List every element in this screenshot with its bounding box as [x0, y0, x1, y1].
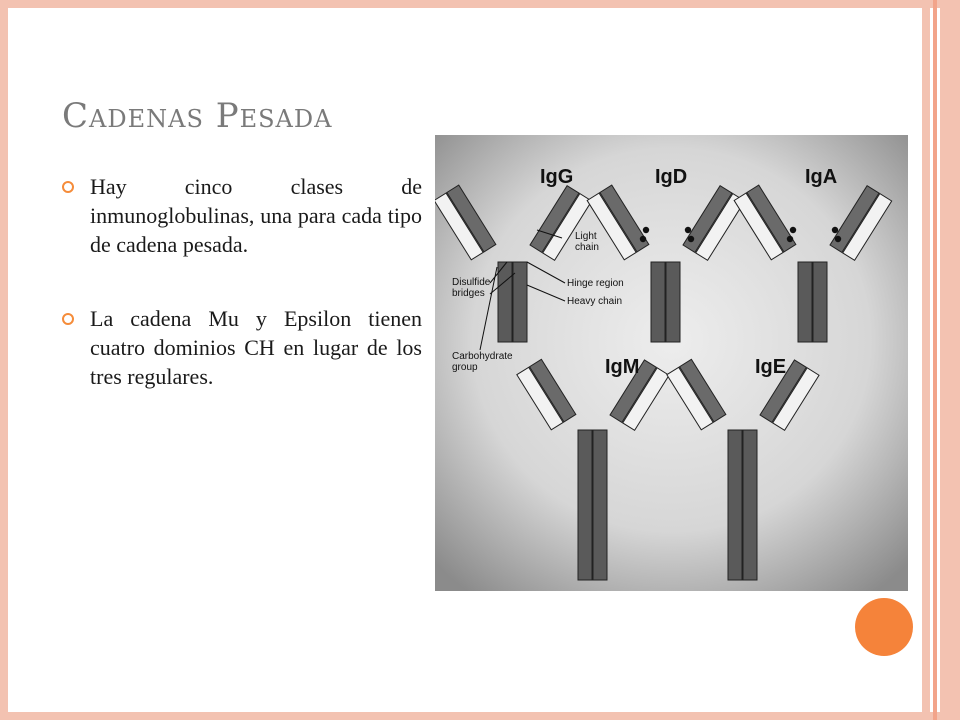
label-carbohydrate-line1: Carbohydrate: [452, 351, 513, 362]
bullet-text: Hay cinco clases de inmunoglobulinas, una para cada tipo de cadena pesada.: [90, 174, 422, 257]
immunoglobulin-figure: [435, 135, 908, 591]
bullet-list: [62, 172, 422, 436]
label-igd: IgD: [655, 166, 688, 188]
label-disulfide-line2: bridges: [452, 288, 485, 299]
label-disulfide-line1: Disulfide: [452, 277, 491, 288]
right-decorative-stripes: [922, 0, 960, 720]
label-light-chain-line1: Light: [575, 231, 597, 242]
label-igm: IgM: [605, 356, 640, 378]
bullet-circle-icon: [62, 181, 74, 193]
label-hinge-region: Hinge region: [567, 278, 624, 289]
bullet-item: [62, 304, 422, 391]
label-heavy-chain: Heavy chain: [567, 296, 623, 307]
label-iga: IgA: [805, 166, 838, 188]
label-igg: IgG: [540, 166, 574, 188]
bullet-item: [62, 172, 422, 259]
label-light-chain-line2: chain: [575, 242, 599, 253]
bullet-text: La cadena Mu y Epsilon tienen cuatro dominios CH en lugar de los tres regulares.: [90, 306, 422, 389]
slide-title: Cadenas Pesada: [62, 96, 333, 136]
decorative-orange-circle: [855, 598, 913, 656]
label-carbohydrate-line2: group: [452, 362, 478, 373]
bullet-circle-icon: [62, 313, 74, 325]
label-ige: IgE: [755, 356, 787, 378]
